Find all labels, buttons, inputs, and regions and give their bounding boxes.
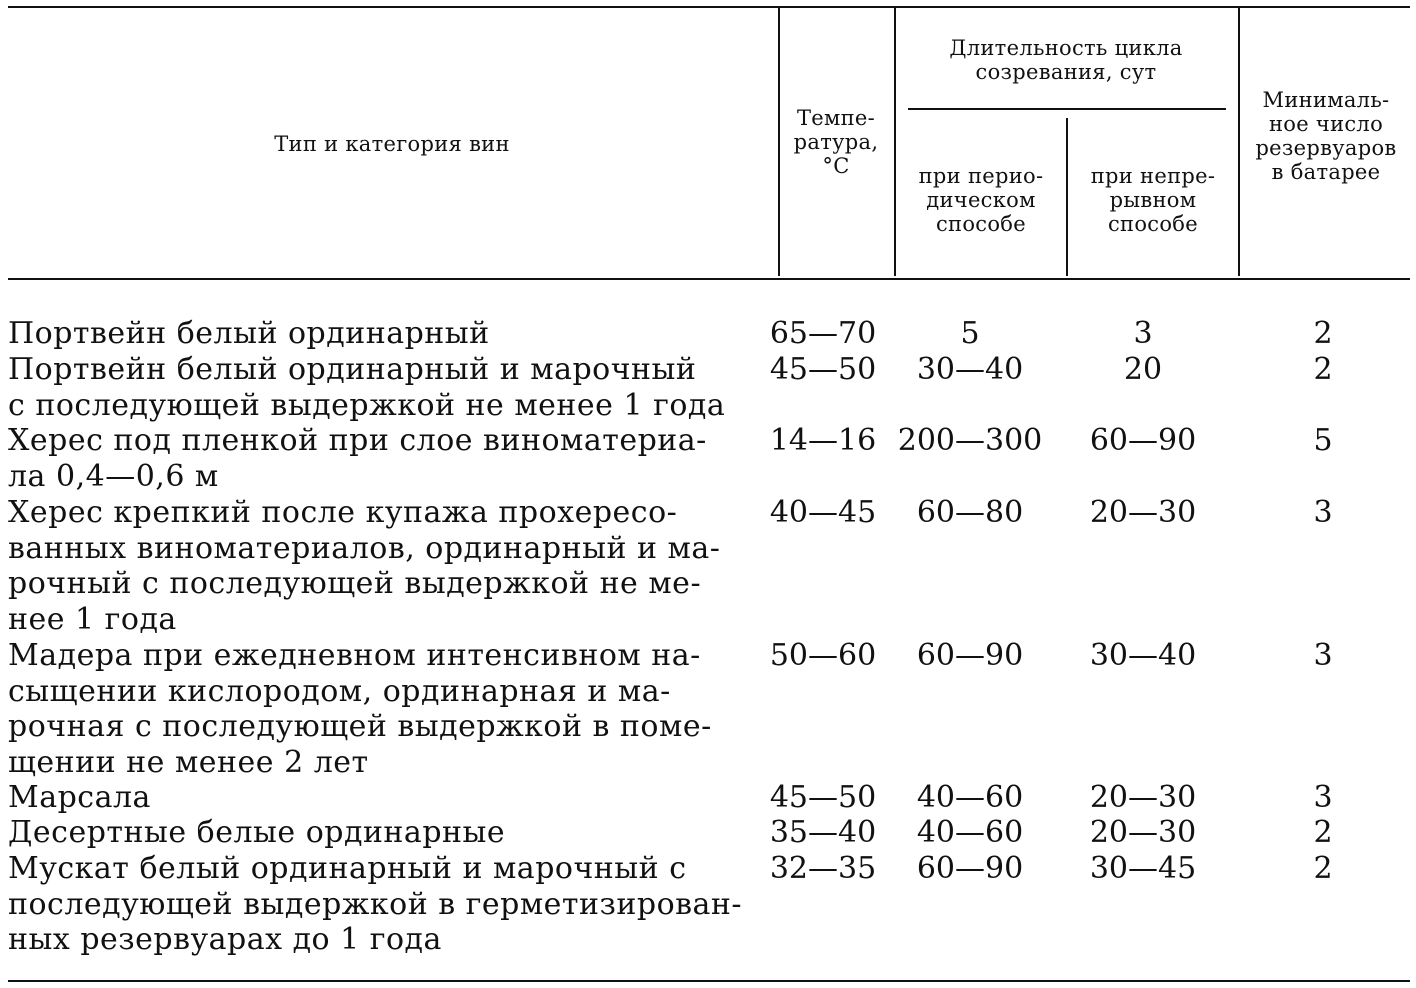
periodic-duration-value: 200—300 — [897, 423, 1043, 458]
continuous-duration-value: 30—40 — [1089, 638, 1197, 673]
temperature-value: 50—60 — [769, 638, 877, 673]
continuous-duration-value: 20 — [1123, 352, 1163, 387]
min-reservoirs-value: 2 — [1313, 815, 1333, 850]
periodic-duration-value: 40—60 — [916, 815, 1024, 850]
temperature-value: 14—16 — [769, 423, 877, 458]
periodic-duration-value: 5 — [960, 316, 980, 351]
temperature-value: 45—50 — [769, 780, 877, 815]
wine-type: Портвейн белый ординарный — [8, 316, 490, 351]
wine-type: Мадера при ежедневном интенсивном на- сыщении кислородом, ординарная и ма- рочная с последующей выдержкой в поме- щении не менее 2 лет — [8, 638, 712, 780]
temperature-value: 35—40 — [769, 815, 877, 850]
header-duration-group: Длительность цикла созревания, сут — [949, 36, 1183, 84]
bottom-rule — [8, 980, 1410, 982]
header-temperature-column: Темпе- ратура, °С — [793, 106, 879, 178]
continuous-duration-value: 60—90 — [1089, 423, 1197, 458]
wine-type: Мускат белый ординарный и марочный с последующей выдержкой в герметизирован- ных резервуарах до 1 года — [8, 851, 743, 957]
min-reservoirs-value: 5 — [1313, 423, 1333, 458]
continuous-duration-value: 20—30 — [1089, 495, 1197, 530]
temperature-value: 40—45 — [769, 495, 877, 530]
continuous-duration-value: 30—45 — [1089, 851, 1197, 886]
periodic-duration-value: 60—90 — [916, 851, 1024, 886]
periodic-duration-value: 60—90 — [916, 638, 1024, 673]
duration-group-rule — [908, 108, 1226, 110]
header-type-column: Тип и категория вин — [274, 132, 510, 156]
temperature-value: 32—35 — [769, 851, 877, 886]
header-periodic-column: при перио- дическом способе — [918, 164, 1044, 236]
min-reservoirs-value: 3 — [1313, 495, 1333, 530]
temperature-value: 45—50 — [769, 352, 877, 387]
top-rule — [8, 6, 1410, 8]
header-min-reservoirs-column: Минималь- ное число резервуаров в батарее — [1255, 88, 1397, 184]
periodic-duration-value: 30—40 — [916, 352, 1024, 387]
wine-type: Марсала — [8, 780, 151, 815]
continuous-duration-value: 3 — [1133, 316, 1153, 351]
min-reservoirs-value: 2 — [1313, 851, 1333, 886]
header-bottom-rule — [8, 278, 1410, 280]
periodic-duration-value: 60—80 — [916, 495, 1024, 530]
wine-type: Херес под пленкой при слое виноматериа- ла 0,4—0,6 м — [8, 423, 707, 494]
continuous-duration-value: 20—30 — [1089, 815, 1197, 850]
min-reservoirs-value: 3 — [1313, 780, 1333, 815]
wine-type: Херес крепкий после купажа прохересо- ванных виноматериалов, ординарный и ма- рочный с последующей выдержкой не ме- нее 1 года — [8, 495, 721, 637]
periodic-duration-value: 40—60 — [916, 780, 1024, 815]
min-reservoirs-value: 3 — [1313, 638, 1333, 673]
header-continuous-column: при непре- рывном способе — [1090, 164, 1216, 236]
temperature-value: 65—70 — [769, 316, 877, 351]
continuous-duration-value: 20—30 — [1089, 780, 1197, 815]
min-reservoirs-value: 2 — [1313, 316, 1333, 351]
min-reservoirs-value: 2 — [1313, 352, 1333, 387]
wine-type: Портвейн белый ординарный и марочный с последующей выдержкой не менее 1 года — [8, 352, 726, 423]
wine-type: Десертные белые ординарные — [8, 815, 506, 850]
